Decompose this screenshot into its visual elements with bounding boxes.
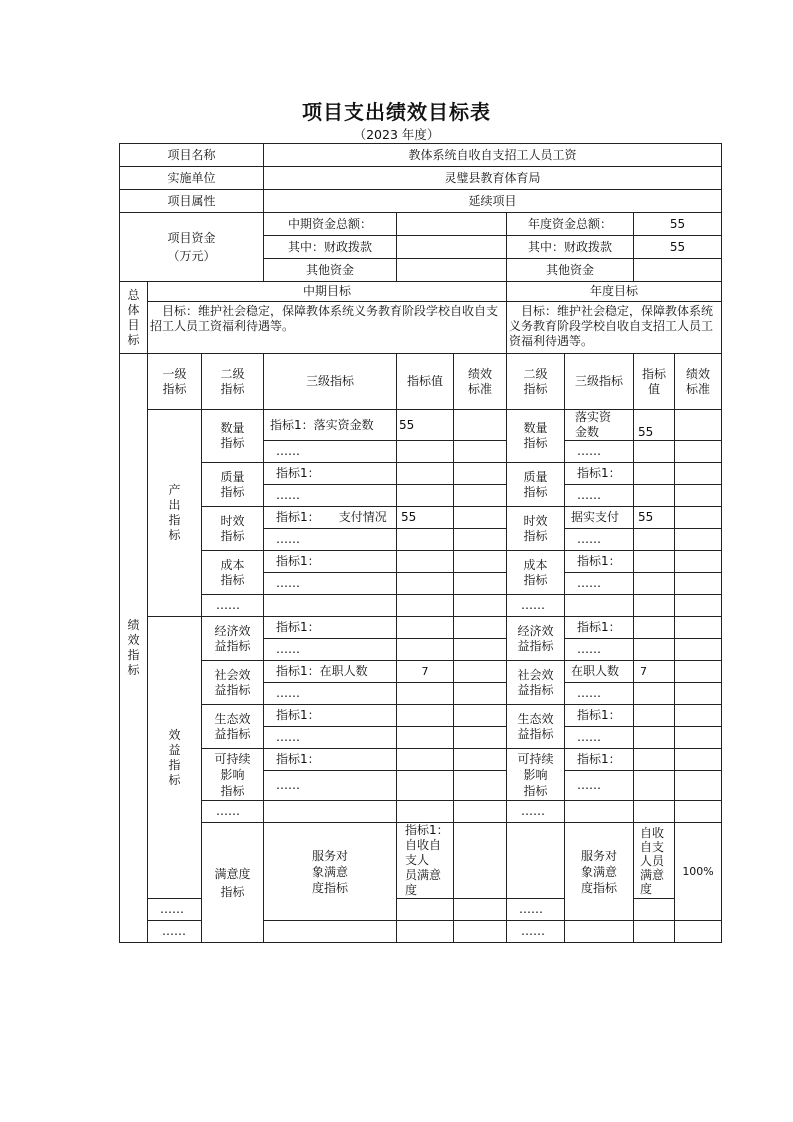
cell-empty [675,705,722,727]
cell-empty [264,801,397,823]
quality-y-ellipsis: …… [565,485,634,507]
ecology-l3: 指标1： [264,705,397,727]
ecology-ellipsis: …… [264,727,397,749]
mid-other-value [397,259,507,282]
service-y-value: 100% [675,823,722,921]
cost-ellipsis: …… [264,573,397,595]
mid-goal-text: 目标：维护社会稳定，保障教体系统义务教育阶段学校自收自支招工人员工资福利待遇等。 [148,302,507,354]
cell-empty [397,463,454,485]
project-name-label: 项目名称 [120,144,264,167]
economic-y-l3: 指标1： [565,617,634,639]
cell-empty [454,551,507,573]
sustain-y-l2: 可持续 影响 指标 [507,749,565,801]
quantity-ellipsis: …… [264,441,397,463]
cell-empty [675,617,722,639]
cell-empty [397,727,454,749]
cost-l2: 成本 指标 [202,551,264,595]
cell-empty [454,485,507,507]
cell-empty [397,801,454,823]
year-fiscal-value: 55 [634,236,722,259]
time-y-value: 55 [634,507,675,529]
cell-empty [454,573,507,595]
header-y-l2: 二级 指标 [507,354,565,410]
cell-empty [454,463,507,485]
cell-empty [454,529,507,551]
cell-empty [397,595,454,617]
economic-l2: 经济效 益指标 [202,617,264,661]
quality-y-l3: 指标1： [565,463,634,485]
cost-y-l2: 成本 指标 [507,551,565,595]
cell-empty [634,573,675,595]
cell-empty [397,683,454,705]
cell-empty [634,441,675,463]
quality-y-l2: 质量 指标 [507,463,565,507]
cell-empty [397,551,454,573]
cell-empty [675,507,722,529]
cell-empty [454,705,507,727]
quantity-l2: 数量 指标 [202,410,264,463]
attr-label: 项目属性 [120,190,264,213]
time-y-ellipsis: …… [565,529,634,551]
mid-fiscal-value [397,236,507,259]
cell-empty [634,529,675,551]
cell-empty [454,727,507,749]
cell-empty [454,899,507,921]
cell-empty [675,529,722,551]
header-value: 指标值 [397,354,454,410]
header-l2: 二级 指标 [202,354,264,410]
cell-empty [675,801,722,823]
cell-empty [675,749,722,771]
cell-empty [565,801,634,823]
mid-goal-header: 中期目标 [148,282,507,302]
quality-ellipsis: …… [264,485,397,507]
cell-empty [565,921,634,943]
social-value: 7 [397,661,454,683]
year-total-label: 年度资金总额： [507,213,634,236]
cell-empty [397,771,454,801]
cell-empty [675,463,722,485]
cell-empty [634,595,675,617]
goals-label: 总 体 目 标 [120,282,148,354]
output-label: 产 出 指 标 [148,410,202,617]
time-y-l2: 时效 指标 [507,507,565,551]
project-name-value: 教体系统自收自支招工人员工资 [264,144,722,167]
time-l3-prefix: 指标1： [276,510,320,524]
cell-empty [634,485,675,507]
cell-empty [675,551,722,573]
quality-l2: 质量 指标 [202,463,264,507]
mid-total-label: 中期资金总额： [264,213,397,236]
cell-empty [397,899,454,921]
cell-empty [397,485,454,507]
cell-empty [264,595,397,617]
service-y-ellipsis: …… [507,899,565,921]
cell-empty [397,639,454,661]
quantity-y-ellipsis: …… [565,441,634,463]
output-ellipsis: …… [202,595,264,617]
cell-empty [675,441,722,463]
unit-value: 灵璧县教育体育局 [264,167,722,190]
time-value: 55 [397,507,454,529]
cell-empty [634,463,675,485]
cell-empty [454,823,507,899]
cell-empty [397,749,454,771]
quantity-y-l2: 数量 指标 [507,410,565,463]
year-fiscal-label: 其中：财政拨款 [507,236,634,259]
quantity-y-standard [675,410,722,441]
cell-empty [264,921,397,943]
cell-empty [634,771,675,801]
cell-empty [454,661,507,683]
cell-empty [675,485,722,507]
cell-empty [454,617,507,639]
cell-empty [675,771,722,801]
cell-empty [565,595,634,617]
cell-empty [454,801,507,823]
cost-l3: 指标1： [264,551,397,573]
quality-l3: 指标1： [264,463,397,485]
cell-empty [634,639,675,661]
cell-empty [675,921,722,943]
satisfaction-y-ellipsis: …… [507,921,565,943]
cost-y-l3: 指标1： [565,551,634,573]
satisfaction-ellipsis: …… [148,921,202,943]
time-l3 [264,507,397,529]
benefit-label: 效 益 指 标 [148,617,202,899]
perf-label: 绩 效 指 标 [120,354,148,943]
cost-y-ellipsis: …… [565,573,634,595]
time-l2: 时效 指标 [202,507,264,551]
cell-empty [675,639,722,661]
cell-empty [397,573,454,595]
year-total-value: 55 [634,213,722,236]
benefit-y-ellipsis: …… [507,801,565,823]
sustain-y-l3: 指标1： [565,749,634,771]
cell-empty [675,727,722,749]
satisfaction-label: 满意度 指标 [202,823,264,943]
social-y-l2: 社会效 益指标 [507,661,565,705]
cell-empty [454,683,507,705]
year-other-value [634,259,722,282]
cell-empty [397,921,454,943]
cell-empty [634,705,675,727]
cell-empty [397,617,454,639]
year-other-label: 其他资金 [507,259,634,282]
social-l2: 社会效 益指标 [202,661,264,705]
header-l3: 三级指标 [264,354,397,410]
cell-empty [507,823,565,899]
cell-empty [454,639,507,661]
service-l2: 服务对 象满意 度指标 [264,823,397,921]
attr-value: 延续项目 [264,190,722,213]
service-ellipsis: …… [148,899,202,921]
economic-y-l2: 经济效 益指标 [507,617,565,661]
cell-empty [454,507,507,529]
economic-y-ellipsis: …… [565,639,634,661]
cell-empty [397,441,454,463]
cell-empty [634,921,675,943]
sustain-l3: 指标1： [264,749,397,771]
cell-empty [675,661,722,683]
year-goal-header: 年度目标 [507,282,722,302]
quantity-y-value: 55 [634,410,675,441]
cell-empty [634,683,675,705]
benefit-ellipsis: …… [202,801,264,823]
cell-empty [675,595,722,617]
economic-ellipsis: …… [264,639,397,661]
cell-empty [454,441,507,463]
service-y-l2: 服务对 象满意 度指标 [565,823,634,921]
cell-empty [634,617,675,639]
header-standard: 绩效 标准 [454,354,507,410]
cell-empty [634,801,675,823]
cell-empty [634,749,675,771]
economic-l3: 指标1： [264,617,397,639]
cell-empty [454,749,507,771]
social-ellipsis: …… [264,683,397,705]
mid-total-value [397,213,507,236]
time-l3-text: 支付情况 [338,510,387,524]
year-subtitle: （2023 年度） [353,127,440,142]
time-ellipsis: …… [264,529,397,551]
cell-empty [634,727,675,749]
header-l1: 一级 指标 [148,354,202,410]
header-y-l3: 三级指标 [565,354,634,410]
social-y-ellipsis: …… [565,683,634,705]
time-y-l3: 据实支付 [565,507,634,529]
social-y-l3: 在职人数 [565,661,634,683]
service-y-l3: 自收自支 人员满意 度 [634,823,675,899]
output-y-ellipsis: …… [507,595,565,617]
sustain-ellipsis: …… [264,771,397,801]
page-title: 项目支出绩效目标表 [302,100,491,124]
sustain-l2: 可持续 影响 指标 [202,749,264,801]
ecology-y-l3: 指标1： [565,705,634,727]
header-y-value: 指标 值 [634,354,675,410]
mid-other-label: 其他资金 [264,259,397,282]
quantity-y-l3: 落实资 金数 [565,410,634,441]
service-l3: 指标1：自收自支人 员满意度 [397,823,454,899]
cell-empty [454,771,507,801]
quantity-standard [454,410,507,441]
quantity-l3: 指标1：落实资金数 [264,410,397,441]
unit-label: 实施单位 [120,167,264,190]
social-l3: 指标1：在职人数 [264,661,397,683]
header-y-standard: 绩效 标准 [675,354,722,410]
cell-empty [397,705,454,727]
cell-empty [454,921,507,943]
mid-fiscal-label: 其中：财政拨款 [264,236,397,259]
cell-empty [397,529,454,551]
funds-label: 项目资金 （万元） [120,213,264,282]
ecology-y-l2: 生态效 益指标 [507,705,565,749]
ecology-l2: 生态效 益指标 [202,705,264,749]
sustain-y-ellipsis: …… [565,771,634,801]
cell-empty [454,595,507,617]
quantity-value: 55 [397,410,454,441]
year-goal-text: 目标：维护社会稳定，保障教体系统义务教育阶段学校自收自支招工人员工资福利待遇等。 [507,302,722,354]
ecology-y-ellipsis: …… [565,727,634,749]
cell-empty [675,573,722,595]
social-y-value: 7 [634,661,675,683]
cell-empty [675,683,722,705]
cell-empty [634,551,675,573]
performance-table [119,143,722,943]
